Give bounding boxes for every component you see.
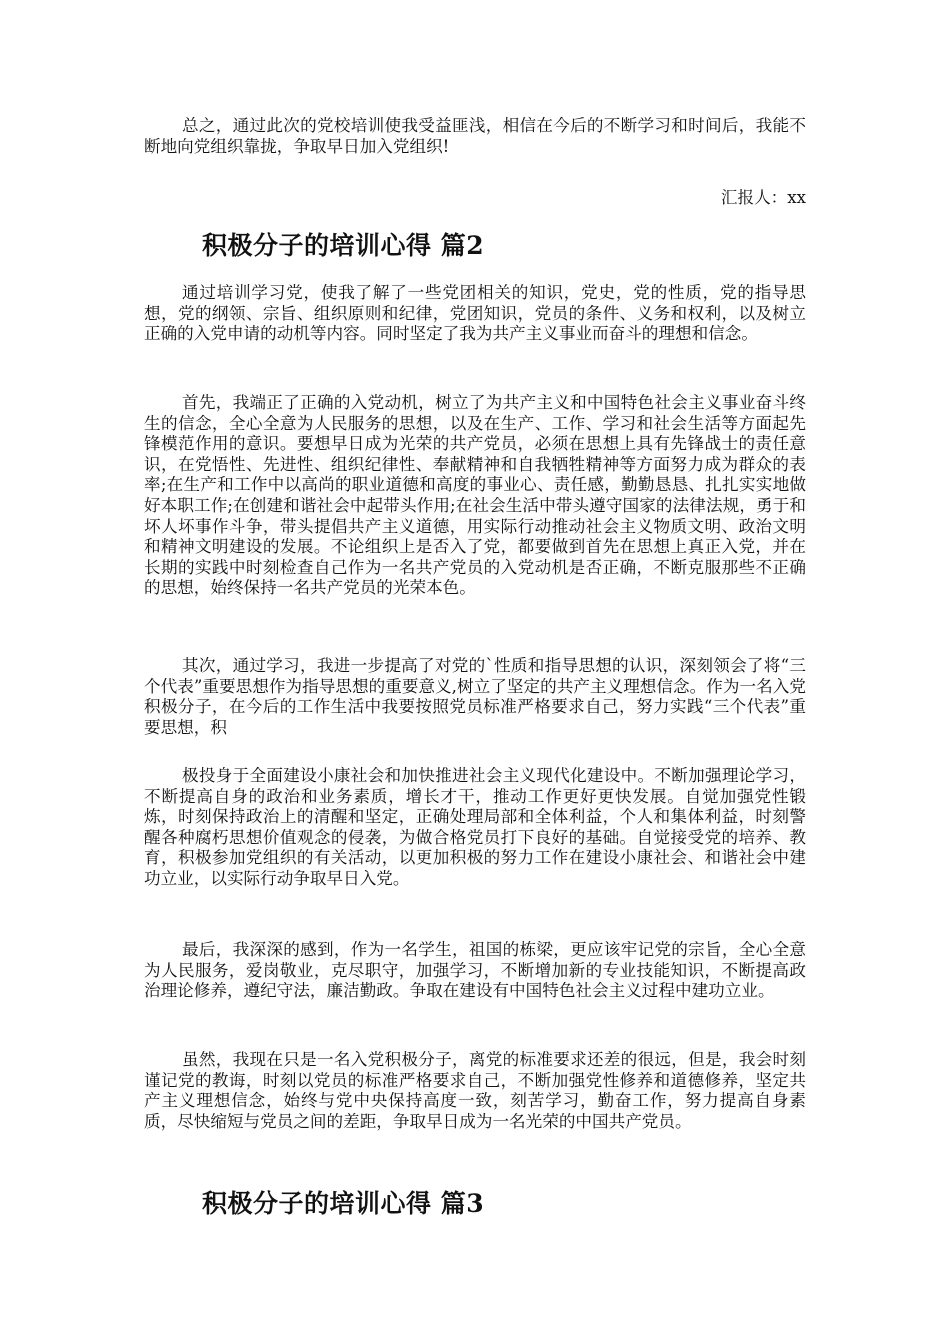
section-3-title: 积极分子的培训心得 篇3: [202, 1189, 485, 1218]
section-2-paragraph-2: 首先，我端正了正确的入党动机，树立了为共产主义和中国特色社会主义事业奋斗终生的信念，全心全意为人民服务的思想，以及在生产、工作、学习和社会生活等方面起先锋模范作用的意识。要想早日成为光荣的共产党员，必须在思想上具有先锋战士的责任意识，在党悟性、先进性、组织纪律性、奉献精神和自我牺牲精神等方面努力成为群众的表率;在生产和工作中以高尚的职业道德和高度的事业心、责任感，勤勤恳恳、扎扎实实地做好本职工作;在创建和谐社会中起带头作用;在社会生活中带头遵守国家的法律法规，勇于和坏人坏事作斗争，带头提倡共产主义道德，用实际行动推动社会主义物质文明、政治文明和精神文明建设的发展。不论组织上是否入了党，都要做到首先在思想上真正入党，并在长期的实践中时刻检查自己作为一名共产党员的入党动机是否正确，不断克服那些不正确的思想，始终保持一名共产党员的光荣本色。: [144, 393, 806, 598]
section-2-paragraph-5: 最后，我深深的感到，作为一名学生，祖国的栋梁，更应该牢记党的宗旨，全心全意为人民服务，爱岗敬业，克尽职守，加强学习，不断增加新的专业技能知识，不断提高政治理论修养，遵纪守法，廉洁勤政。争取在建设有中国特色社会主义过程中建功立业。: [144, 940, 806, 1001]
section-2-paragraph-6: 虽然，我现在只是一名入党积极分子，离党的标准要求还差的很远，但是，我会时刻谨记党的教诲，时刻以党员的标准严格要求自己，不断加强党性修养和道德修养，坚定共产主义理想信念，始终与党中央保持高度一致，刻苦学习，勤奋工作，努力提高自身素质，尽快缩短与党员之间的差距，争取早日成为一名光荣的中国共产党员。: [144, 1050, 806, 1131]
reporter-signature: 汇报人：xx: [720, 188, 806, 207]
section-2-paragraph-1: 通过培训学习党，使我了解了一些党团相关的知识，党史，党的性质，党的指导思想，党的纲领、宗旨、组织原则和纪律，党团知识，党员的条件、义务和权利，以及树立正确的入党申请的动机等内容。同时坚定了我为共产主义事业而奋斗的理想和信念。: [144, 283, 806, 344]
section-2-paragraph-4: 极投身于全面建设小康社会和加快推进社会主义现代化建设中。不断加强理论学习，不断提高自身的政治和业务素质，增长才干，推动工作更好更快发展。自觉加强党性锻炼，时刻保持政治上的清醒和坚定，正确处理局部和全体利益，个人和集体利益，时刻警醒各种腐朽思想价值观念的侵袭，为做合格党员打下良好的基础。自觉接受党的培养、教育，积极参加党组织的有关活动，以更加积极的努力工作在建设小康社会、和谐社会中建功立业，以实际行动争取早日入党。: [144, 766, 806, 888]
section-2-paragraph-3: 其次，通过学习，我进一步提高了对党的`性质和指导思想的认识，深刻领会了将“三个代表”重要思想作为指导思想的重要意义,树立了坚定的共产主义理想信念。作为一名入党积极分子，在今后的工作生活中我要按照党员标准严格要求自己，努力实践“三个代表”重要思想，积: [144, 656, 806, 737]
section-2-title: 积极分子的培训心得 篇2: [202, 231, 485, 260]
closing-paragraph: 总之，通过此次的党校培训使我受益匪浅，相信在今后的不断学习和时间后，我能不断地向党组织靠拢，争取早日加入党组织!: [144, 116, 806, 156]
